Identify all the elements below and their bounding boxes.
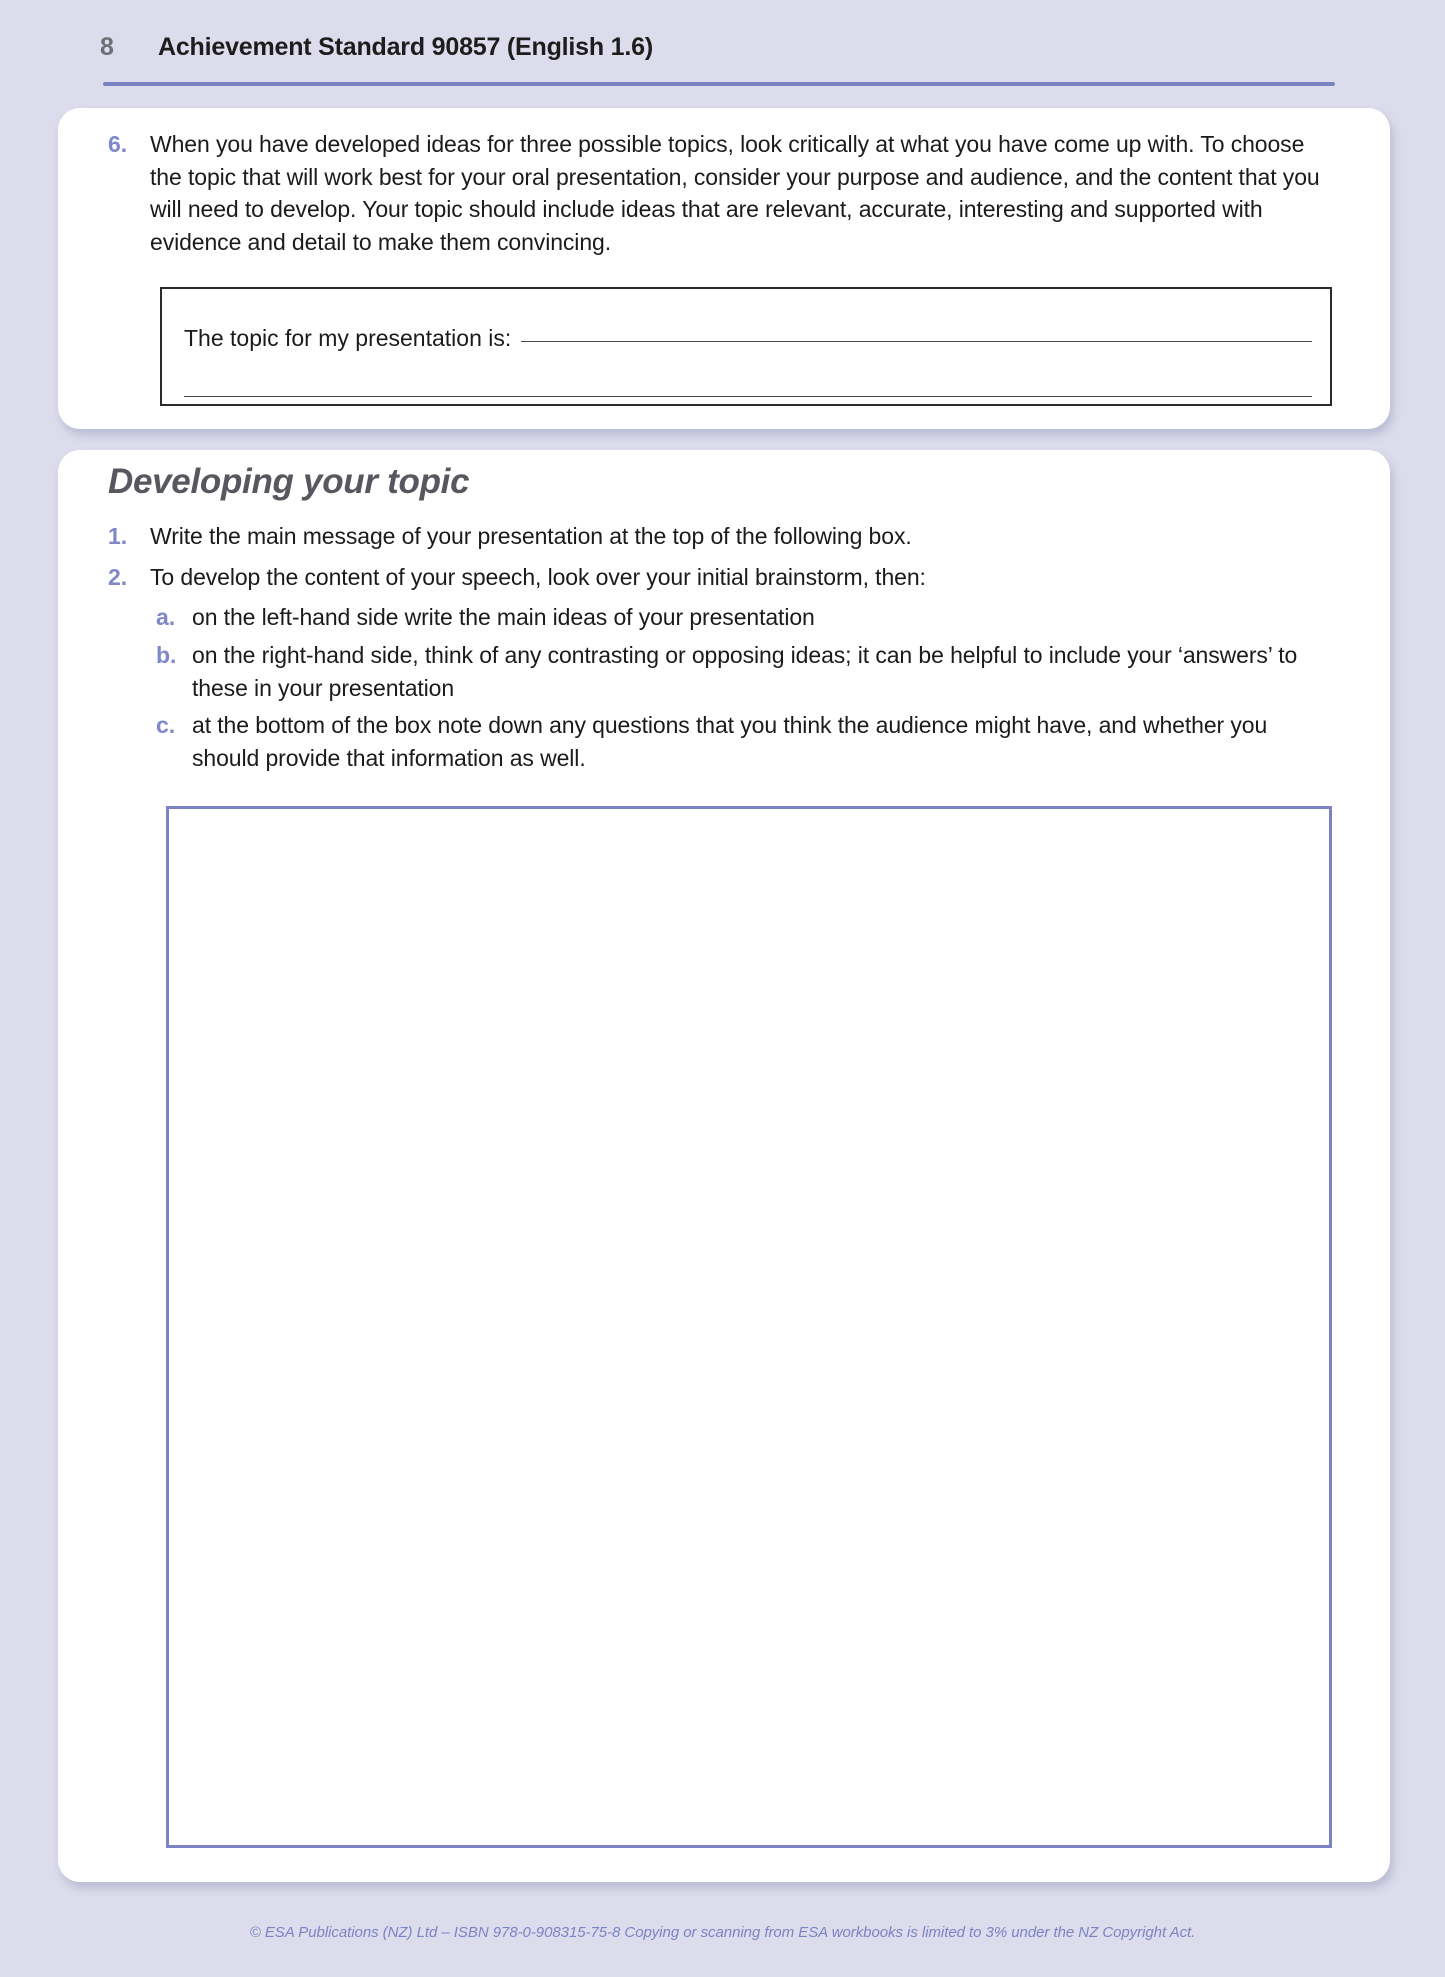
list-item: [108, 561, 1333, 594]
list-item-text-6: When you have developed ideas for three possible topics, look critically at what you have come up with. To choose the topic that will work best for your oral presentation, consider your purpose and audience, and the content that you will need to develop. Your topic should include ideas that are relevant, accurate, interesting and supported with evidence and detail to make them convincing.: [150, 131, 1320, 255]
list-marker-1: 1.: [108, 523, 128, 549]
list-marker-2: 2.: [108, 563, 128, 590]
list-marker-c: c.: [156, 712, 176, 739]
list-marker-b: b.: [156, 641, 177, 668]
topic-input-line-2[interactable]: [184, 396, 1312, 397]
footer-copyright: © ESA Publications (NZ) Ltd – ISBN 978-0-908315-75-8 Copying or scanning from ESA workbooks is limited to 3% under the NZ Copyright Act.: [249, 1924, 1196, 1941]
page-title: Achievement Standard 90857 (English 1.6): [158, 32, 653, 61]
topic-entry-box-inner: [184, 325, 1312, 397]
header-divider-rule: [103, 82, 1335, 86]
developing-topic-sub-list: [156, 601, 1333, 774]
page-number: 8: [100, 32, 114, 61]
list-item: [108, 520, 1333, 553]
list-item-text-a: on the left-hand side write the main ideas of your presentation: [192, 604, 815, 631]
list-item-text-2: To develop the content of your speech, look over your initial brainstorm, then:: [150, 563, 926, 590]
list-item-text-1: Write the main message of your presentation at the top of the following box.: [150, 523, 912, 549]
list-item: [156, 601, 1333, 634]
section-heading: Developing your topic: [108, 462, 470, 501]
topic-input-line-1[interactable]: [521, 341, 1312, 342]
list-item: [156, 709, 1333, 774]
list-marker-6: 6.: [108, 131, 128, 157]
developing-topic-list: [108, 520, 1333, 780]
list-item: [108, 128, 1330, 259]
list-item-text-c: at the bottom of the box note down any questions that you think the audience might have, and whether you should provide that information as well.: [192, 712, 1268, 771]
topic-label: The topic for my presentation is:: [184, 325, 512, 351]
list-item-text-b: on the right-hand side, think of any contrasting or opposing ideas; it can be helpful to include your ‘answers’ to these in your presentation: [192, 641, 1298, 701]
page-header: [100, 22, 1345, 72]
topic-entry-box[interactable]: [160, 287, 1332, 406]
topic-label-row: [184, 325, 1312, 352]
answer-entry-box[interactable]: [166, 806, 1332, 1848]
list-item: [156, 639, 1333, 704]
list-marker-a: a.: [156, 604, 176, 631]
